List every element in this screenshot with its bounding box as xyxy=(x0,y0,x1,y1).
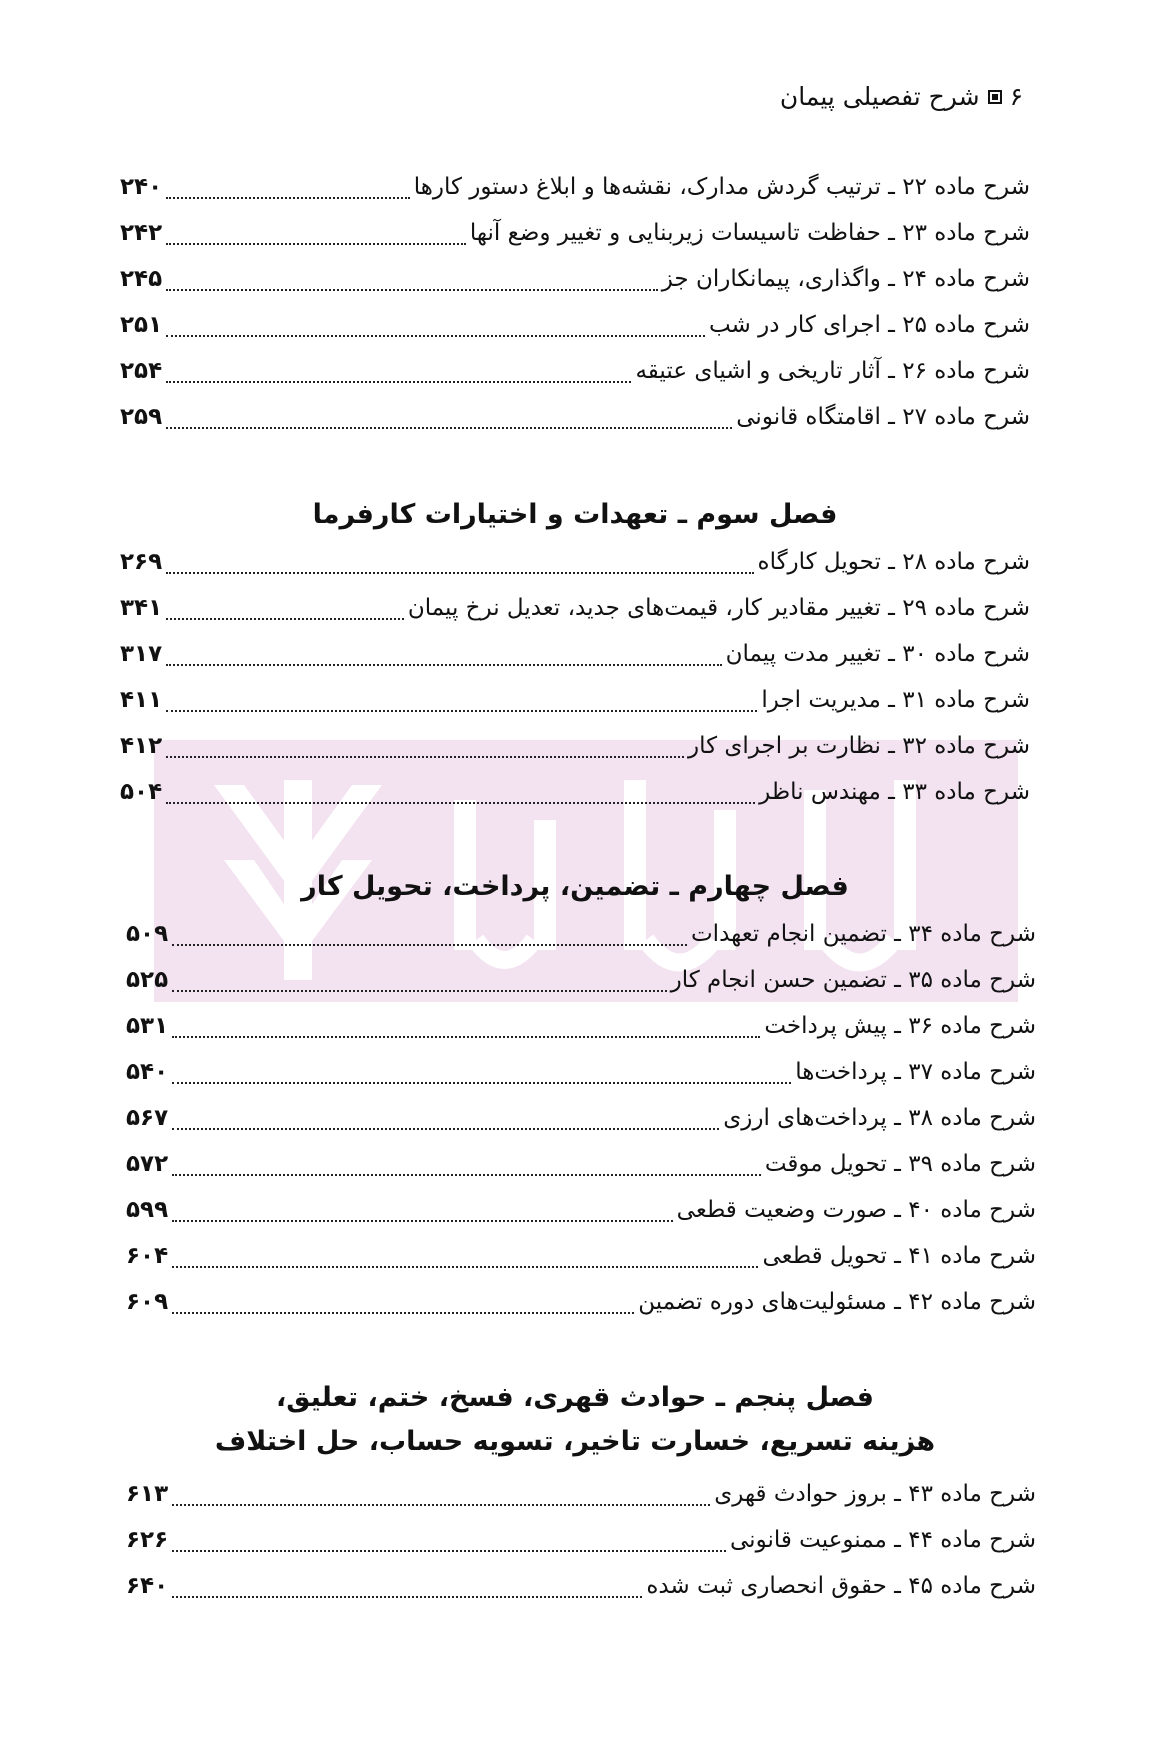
dot-leader xyxy=(166,427,732,429)
toc-entry-page: ۲۵۹ xyxy=(120,404,163,430)
toc-chapter-5-entries xyxy=(126,1471,1036,1609)
toc-entry[interactable] xyxy=(120,631,1030,677)
toc-entry-page: ۵۷۲ xyxy=(126,1151,169,1177)
toc-entry-page: ۵۳۱ xyxy=(126,1013,169,1039)
toc-entry[interactable] xyxy=(120,677,1030,723)
toc-entry-page: ۲۴۰ xyxy=(120,174,163,200)
toc-entry[interactable] xyxy=(120,164,1030,210)
toc-entry-page: ۶۱۳ xyxy=(126,1481,169,1507)
toc-entry-title: شرح ماده ۲۶ ـ آثار تاریخی و اشیای عتیقه xyxy=(635,358,1030,384)
toc-entry[interactable] xyxy=(126,1279,1036,1325)
dot-leader xyxy=(166,197,410,199)
toc-entry-page: ۵۹۹ xyxy=(126,1197,169,1223)
dot-leader xyxy=(172,1312,634,1314)
toc-entry-page: ۳۴۱ xyxy=(120,595,163,621)
dot-leader xyxy=(172,1036,760,1038)
toc-entry[interactable] xyxy=(120,348,1030,394)
dot-leader xyxy=(172,1220,673,1222)
toc-entry-page: ۵۶۷ xyxy=(126,1105,169,1131)
dot-leader xyxy=(172,1504,710,1506)
running-header xyxy=(780,82,1023,111)
toc-entry[interactable] xyxy=(126,1517,1036,1563)
toc-entry-page: ۵۲۵ xyxy=(126,967,169,993)
toc-entry-page: ۵۴۰ xyxy=(126,1059,169,1085)
toc-entry-title: شرح ماده ۲۳ ـ حفاظت تاسیسات زیربنایی و تغییر وضع آنها xyxy=(469,220,1030,246)
toc-entry-title: شرح ماده ۴۴ ـ ممنوعیت قانونی xyxy=(730,1527,1036,1553)
toc-entry-title: شرح ماده ۲۴ ـ واگذاری، پیمانکاران جز xyxy=(661,266,1030,292)
dot-leader xyxy=(166,572,753,574)
dot-leader xyxy=(166,756,684,758)
toc-entry-page: ۲۵۴ xyxy=(120,358,163,384)
toc-entry[interactable] xyxy=(126,1233,1036,1279)
toc-entry[interactable] xyxy=(120,723,1030,769)
toc-entry[interactable] xyxy=(126,1141,1036,1187)
toc-entry-page: ۳۱۷ xyxy=(120,641,163,667)
toc-entry-page: ۴۱۲ xyxy=(120,733,163,759)
toc-entry[interactable] xyxy=(126,1003,1036,1049)
header-book-title: شرح تفصیلی پیمان xyxy=(779,82,980,111)
toc-entry-title: شرح ماده ۳۱ ـ مدیریت اجرا xyxy=(761,687,1030,713)
toc-entry-title: شرح ماده ۲۲ ـ ترتیب گردش مدارک، نقشه‌ها و ابلاغ دستور کارها xyxy=(413,174,1030,200)
toc-entry-title: شرح ماده ۴۱ ـ تحویل قطعی xyxy=(762,1243,1036,1269)
chapter-title: فصل سوم ـ تعهدات و اختیارات کارفرما xyxy=(312,499,838,530)
toc-entry-title: شرح ماده ۲۷ ـ اقامتگاه قانونی xyxy=(736,404,1030,430)
toc-entry[interactable] xyxy=(126,1187,1036,1233)
dot-leader xyxy=(166,381,631,383)
toc-chapter-4 xyxy=(120,866,1030,908)
toc-entry[interactable] xyxy=(126,1563,1036,1609)
toc-entry[interactable] xyxy=(120,210,1030,256)
dot-leader xyxy=(166,664,721,666)
toc-entry[interactable] xyxy=(126,1471,1036,1517)
dot-leader xyxy=(172,1550,726,1552)
dot-leader xyxy=(172,1128,719,1130)
toc-entry-title: شرح ماده ۲۵ ـ اجرای کار در شب xyxy=(708,312,1030,338)
toc-entry-title: شرح ماده ۳۶ ـ پیش پرداخت xyxy=(764,1013,1036,1039)
chapter-title-line-2: هزینه تسریع، خسارت تاخیر، تسویه حساب، حل اختلاف xyxy=(214,1426,936,1457)
toc-entry-page: ۵۰۴ xyxy=(120,779,163,805)
toc-entry[interactable] xyxy=(120,302,1030,348)
toc-entry[interactable] xyxy=(120,539,1030,585)
toc-chapter-3-entries xyxy=(120,539,1030,815)
toc-entry-title: شرح ماده ۳۲ ـ نظارت بر اجرای کار xyxy=(688,733,1030,759)
toc-entry-page: ۲۴۵ xyxy=(120,266,163,292)
toc-entry[interactable] xyxy=(126,1049,1036,1095)
toc-entry-page: ۶۲۶ xyxy=(126,1527,169,1553)
toc-entry-page: ۴۱۱ xyxy=(120,687,163,713)
header-page-number: ۶ xyxy=(1009,82,1023,111)
dot-leader xyxy=(166,289,658,291)
toc-entry-title: شرح ماده ۳۵ ـ تضمین حسن انجام کار xyxy=(670,967,1036,993)
toc-group-a xyxy=(120,164,1030,440)
dot-leader xyxy=(166,802,755,804)
toc-entry[interactable] xyxy=(126,911,1036,957)
toc-entry-title: شرح ماده ۲۸ ـ تحویل کارگاه xyxy=(757,549,1030,575)
dot-leader xyxy=(172,1266,758,1268)
toc-entry-page: ۶۴۰ xyxy=(126,1573,169,1599)
toc-entry-title: شرح ماده ۲۹ ـ تغییر مقادیر کار، قیمت‌های جدید، تعدیل نرخ پیمان xyxy=(407,595,1030,621)
toc-chapter-3 xyxy=(120,494,1030,536)
toc-entry[interactable] xyxy=(120,769,1030,815)
toc-entry-title: شرح ماده ۳۰ ـ تغییر مدت پیمان xyxy=(725,641,1030,667)
toc-entry-page: ۲۵۱ xyxy=(120,312,163,338)
toc-entry-page: ۲۶۹ xyxy=(120,549,163,575)
toc-entry[interactable] xyxy=(126,1095,1036,1141)
dot-leader xyxy=(172,1082,791,1084)
toc-entry[interactable] xyxy=(120,394,1030,440)
toc-entry-title: شرح ماده ۳۴ ـ تضمین انجام تعهدات xyxy=(691,921,1036,947)
dot-leader xyxy=(166,710,757,712)
chapter-title: فصل چهارم ـ تضمین، پرداخت، تحویل کار xyxy=(301,871,849,902)
toc-entry-page: ۵۰۹ xyxy=(126,921,169,947)
dot-leader xyxy=(166,243,466,245)
toc-entry-title: شرح ماده ۴۵ ـ حقوق انحصاری ثبت شده xyxy=(646,1573,1036,1599)
dot-leader xyxy=(172,990,667,992)
header-square-icon xyxy=(988,90,1002,104)
toc-entry-title: شرح ماده ۳۳ ـ مهندس ناظر xyxy=(759,779,1030,805)
toc-entry-title: شرح ماده ۳۹ ـ تحویل موقت xyxy=(764,1151,1036,1177)
dot-leader xyxy=(172,1596,642,1598)
dot-leader xyxy=(172,1174,761,1176)
toc-entry[interactable] xyxy=(120,585,1030,631)
toc-entry-title: شرح ماده ۴۰ ـ صورت وضعیت قطعی xyxy=(676,1197,1036,1223)
toc-chapter-5 xyxy=(120,1377,1030,1463)
toc-entry-title: شرح ماده ۳۷ ـ پرداخت‌ها xyxy=(795,1059,1036,1085)
toc-chapter-4-entries xyxy=(126,911,1036,1325)
toc-entry[interactable] xyxy=(126,957,1036,1003)
chapter-title-line-1: فصل پنجم ـ حوادث قهری، فسخ، ختم، تعلیق، xyxy=(276,1382,874,1413)
dot-leader xyxy=(166,618,404,620)
dot-leader xyxy=(172,944,687,946)
toc-entry-title: شرح ماده ۴۳ ـ بروز حوادث قهری xyxy=(714,1481,1036,1507)
toc-entry-title: شرح ماده ۴۲ ـ مسئولیت‌های دوره تضمین xyxy=(638,1289,1036,1315)
toc-entry-page: ۲۴۲ xyxy=(120,220,163,246)
toc-entry-page: ۶۰۹ xyxy=(126,1289,169,1315)
toc-entry-page: ۶۰۴ xyxy=(126,1243,169,1269)
dot-leader xyxy=(166,335,705,337)
toc-entry[interactable] xyxy=(120,256,1030,302)
toc-entry-title: شرح ماده ۳۸ ـ پرداخت‌های ارزی xyxy=(723,1105,1036,1131)
